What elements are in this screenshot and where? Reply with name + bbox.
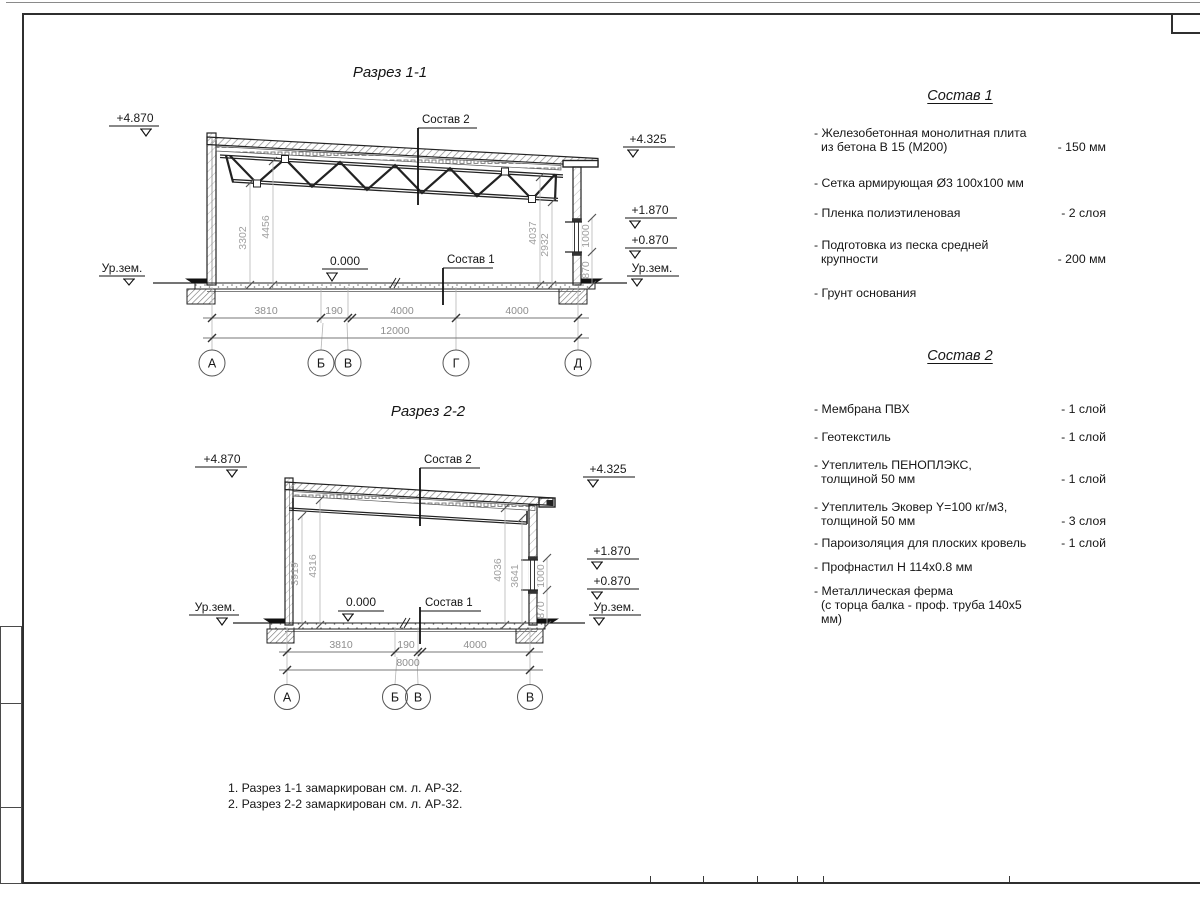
h-dim: 4000 bbox=[463, 639, 487, 651]
item-text: - Железобетонная монолитная плита bbox=[814, 126, 1027, 140]
notes-block bbox=[228, 780, 462, 812]
section-2-2-drawing bbox=[175, 398, 675, 728]
sostav1-ref-label: Состав 1 bbox=[425, 597, 473, 609]
section2-axes bbox=[275, 685, 543, 710]
axis-label: Г bbox=[452, 356, 460, 371]
section2-elevations bbox=[189, 452, 641, 625]
section1-title: Разрез 1-1 bbox=[352, 64, 428, 81]
v-dim: 4316 bbox=[307, 554, 319, 578]
elevation-left-top: +4.870 bbox=[203, 452, 241, 466]
item-value: - 150 мм bbox=[1057, 140, 1106, 154]
v-dim: 4037 bbox=[527, 221, 539, 245]
item-value: - 1 слой bbox=[1061, 536, 1106, 550]
item-text: толщиной 50 мм bbox=[821, 514, 916, 528]
zero-level-label: 0.000 bbox=[345, 595, 377, 609]
item-text: - Утеплитель ПЕНОПЛЭКС, bbox=[814, 458, 972, 472]
section2-labels bbox=[338, 454, 481, 644]
section-1-1-drawing bbox=[95, 55, 710, 400]
item-value: - 1 слой bbox=[1061, 472, 1106, 486]
section2-title: Разрез 2-2 bbox=[390, 403, 466, 420]
frame-bottom bbox=[0, 882, 1200, 884]
list-item bbox=[814, 560, 1106, 574]
titleblock-tick bbox=[1009, 876, 1010, 882]
axis-label: Д bbox=[573, 356, 583, 371]
item-text: из бетона В 15 (М200) bbox=[821, 140, 948, 154]
item-text: - Профнастил Н 114х0.8 мм bbox=[814, 560, 973, 574]
list-item bbox=[814, 458, 1106, 486]
item-text: - Металлическая ферма bbox=[814, 584, 953, 598]
axis-label: В bbox=[525, 690, 535, 705]
v-dim: 3641 bbox=[509, 564, 521, 588]
titleblock-tick bbox=[757, 876, 758, 882]
item-text: крупности bbox=[821, 252, 879, 266]
note-line: 2. Разрез 2-2 замаркирован см. л. АР-32. bbox=[228, 797, 463, 811]
axis-label: Б bbox=[316, 356, 326, 371]
section1-axes bbox=[199, 350, 591, 376]
item-value: - 1 слой bbox=[1061, 430, 1106, 444]
list-item bbox=[814, 286, 1106, 300]
item-text: - Пленка полиэтиленовая bbox=[814, 206, 961, 220]
axis-label: А bbox=[207, 356, 217, 371]
item-text: - Утеплитель Эковер Y=100 кг/м3, bbox=[814, 500, 1008, 514]
item-text: - Грунт основания bbox=[814, 286, 917, 300]
item-value: - 3 слоя bbox=[1061, 514, 1106, 528]
list-item bbox=[814, 430, 1106, 444]
item-text: - Геотекстиль bbox=[814, 430, 891, 444]
item-text: - Подготовка из песка средней bbox=[814, 238, 989, 252]
v-dim: 1000 bbox=[580, 224, 592, 248]
axis-label: А bbox=[282, 690, 292, 705]
item-text: - Сетка армирующая Ø3 100х100 мм bbox=[814, 176, 1024, 190]
note-line: 1. Разрез 1-1 замаркирован см. л. АР-32. bbox=[228, 781, 463, 795]
filing-box-1 bbox=[0, 626, 22, 704]
v-dim: 4456 bbox=[260, 215, 272, 239]
v-dim: 4036 bbox=[492, 558, 504, 582]
list-item bbox=[814, 176, 1106, 190]
list-item bbox=[814, 402, 1106, 416]
h-dim: 3810 bbox=[329, 639, 353, 651]
h-dim: 3810 bbox=[254, 305, 278, 317]
v-dim: 3302 bbox=[237, 226, 249, 250]
list-item bbox=[814, 238, 1106, 266]
axis-label: Б bbox=[390, 690, 400, 705]
frame-left bbox=[22, 13, 24, 884]
elevation-right-low: +0.870 bbox=[631, 233, 669, 247]
list-item bbox=[814, 126, 1106, 154]
ground-level-left: Ур.зем. bbox=[101, 261, 143, 275]
v-dim: 870 bbox=[535, 601, 547, 619]
item-value: - 2 слоя bbox=[1061, 206, 1106, 220]
titleblock-tick bbox=[650, 876, 651, 882]
item-text: - Пароизоляция для плоских кровель bbox=[814, 536, 1027, 550]
section2-structure bbox=[233, 478, 585, 643]
sostav2-ref-label: Состав 2 bbox=[424, 454, 472, 466]
titleblock-tick bbox=[797, 876, 798, 882]
v-dim: 3919 bbox=[289, 562, 301, 586]
item-text: (с торца балка - проф. труба 140х5 мм) bbox=[821, 598, 1022, 626]
list-item bbox=[814, 584, 1106, 626]
h-dim: 190 bbox=[325, 305, 343, 317]
elevation-right-mid: +1.870 bbox=[593, 544, 631, 558]
filing-box-3 bbox=[0, 807, 22, 884]
section1-structure bbox=[153, 133, 627, 304]
item-value: - 200 мм bbox=[1057, 252, 1106, 266]
sostav1-title: Состав 1 bbox=[927, 88, 993, 104]
item-text: толщиной 50 мм bbox=[821, 472, 916, 486]
section1-horizontal-dims bbox=[203, 287, 589, 350]
item-value: - 1 слой bbox=[1061, 402, 1106, 416]
sostav2-block bbox=[808, 348, 1156, 628]
v-dim: 2932 bbox=[539, 233, 551, 257]
h-dim: 190 bbox=[397, 639, 415, 651]
axis-label: В bbox=[413, 690, 423, 705]
list-item bbox=[814, 206, 1106, 220]
h-dim-total: 8000 bbox=[396, 657, 420, 669]
elevation-right-top: +4.325 bbox=[629, 132, 667, 146]
corner-box bbox=[1171, 15, 1200, 34]
filing-box-2 bbox=[0, 703, 22, 808]
sostav2-title: Состав 2 bbox=[927, 348, 993, 364]
v-dim: 1000 bbox=[535, 564, 547, 588]
section1-labels bbox=[322, 114, 495, 305]
ground-level-right: Ур.зем. bbox=[631, 261, 673, 275]
elevation-left-top: +4.870 bbox=[116, 111, 154, 125]
h-dim: 4000 bbox=[390, 305, 414, 317]
ground-level-right: Ур.зем. bbox=[593, 600, 635, 614]
item-text: - Мембрана ПВХ bbox=[814, 402, 910, 416]
sostav2-ref-label: Состав 2 bbox=[422, 114, 470, 126]
elevation-right-mid: +1.870 bbox=[631, 203, 669, 217]
sostav1-ref-label: Состав 1 bbox=[447, 254, 495, 266]
h-dim: 4000 bbox=[505, 305, 529, 317]
v-dim: 870 bbox=[580, 261, 592, 279]
elevation-right-top: +4.325 bbox=[589, 462, 627, 476]
list-item bbox=[814, 500, 1106, 528]
frame-top bbox=[22, 13, 1200, 15]
titleblock-tick bbox=[703, 876, 704, 882]
sheet-top-edge bbox=[6, 2, 1200, 3]
axis-label: В bbox=[343, 356, 353, 371]
h-dim-total: 12000 bbox=[380, 325, 410, 337]
zero-level-label: 0.000 bbox=[329, 254, 361, 268]
section2-horizontal-dims bbox=[279, 627, 543, 684]
ground-level-left: Ур.зем. bbox=[194, 600, 236, 614]
elevation-right-low: +0.870 bbox=[593, 574, 631, 588]
titleblock-tick bbox=[823, 876, 824, 882]
list-item bbox=[814, 536, 1106, 550]
sostav1-block bbox=[808, 88, 1156, 318]
